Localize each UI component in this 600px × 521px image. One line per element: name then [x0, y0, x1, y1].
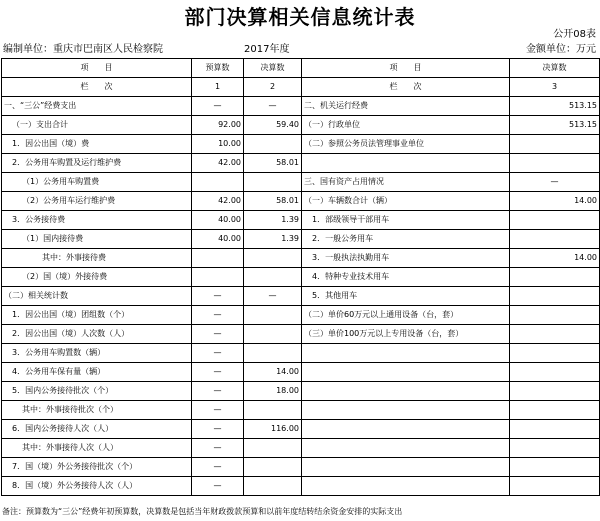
row-final-value-right	[510, 268, 600, 287]
row-item-label: 8．国（境）外公务接待人次（人）	[2, 477, 192, 496]
row-item-label-right: （一）行政单位	[302, 116, 510, 135]
row-final-value-right	[510, 344, 600, 363]
row-final-value	[244, 268, 302, 287]
table-row	[2, 135, 600, 154]
row-final-value-right: 513.15	[510, 97, 600, 116]
row-final-value: 116.00	[244, 420, 302, 439]
row-item-label: 一、“三公”经费支出	[2, 97, 192, 116]
row-final-value-right	[510, 363, 600, 382]
row-final-value: 1.39	[244, 230, 302, 249]
row-final-value: 1.39	[244, 211, 302, 230]
row-budget-value: —	[192, 420, 244, 439]
table-row	[2, 230, 600, 249]
column-sequence-row	[2, 78, 600, 97]
row-final-value-right	[510, 325, 600, 344]
row-budget-value: 40.00	[192, 230, 244, 249]
row-item-label: 4．公务用车保有量（辆）	[2, 363, 192, 382]
row-item-label: 7．国（境）外公务接待批次（个）	[2, 458, 192, 477]
report-meta	[0, 43, 600, 57]
row-budget-value: —	[192, 477, 244, 496]
row-final-value: 58.01	[244, 154, 302, 173]
row-item-label-right: （一）车辆数合计（辆）	[302, 192, 510, 211]
row-item-label: 2．因公出国（境）人次数（人）	[2, 325, 192, 344]
row-item-label: （一）支出合计	[2, 116, 192, 135]
seq-label-right: 栏 次	[302, 78, 510, 97]
seq-col-3: 3	[510, 78, 600, 97]
table-row	[2, 306, 600, 325]
row-final-value	[244, 173, 302, 192]
row-budget-value: 42.00	[192, 154, 244, 173]
seq-label: 栏 次	[2, 78, 192, 97]
row-final-value: 59.40	[244, 116, 302, 135]
seq-col-1: 1	[192, 78, 244, 97]
row-final-value	[244, 344, 302, 363]
row-item-label-right: 4．特种专业技术用车	[302, 268, 510, 287]
row-item-label-right	[302, 154, 510, 173]
row-final-value	[244, 249, 302, 268]
row-budget-value: 92.00	[192, 116, 244, 135]
header-final: 决算数	[244, 59, 302, 78]
table-row	[2, 249, 600, 268]
row-final-value-right	[510, 154, 600, 173]
header-row	[2, 59, 600, 78]
table-row	[2, 268, 600, 287]
table-row	[2, 439, 600, 458]
row-item-label-right	[302, 344, 510, 363]
row-item-label: 2．公务用车购置及运行维护费	[2, 154, 192, 173]
row-budget-value	[192, 173, 244, 192]
table-row	[2, 382, 600, 401]
report-title: 部门决算相关信息统计表	[184, 5, 416, 29]
row-item-label: 5．国内公务接待批次（个）	[2, 382, 192, 401]
fiscal-year: 2017年度	[244, 44, 290, 55]
row-final-value: 14.00	[244, 363, 302, 382]
row-item-label-right	[302, 382, 510, 401]
seq-col-2: 2	[244, 78, 302, 97]
row-final-value-right	[510, 477, 600, 496]
row-budget-value	[192, 268, 244, 287]
row-item-label: （2）公务用车运行维护费	[2, 192, 192, 211]
row-budget-value: —	[192, 363, 244, 382]
row-item-label-right: 1．部级领导干部用车	[302, 211, 510, 230]
row-budget-value: 42.00	[192, 192, 244, 211]
row-final-value-right: 14.00	[510, 249, 600, 268]
row-item-label-right: 2．一般公务用车	[302, 230, 510, 249]
row-final-value	[244, 477, 302, 496]
row-item-label: （2）国（境）外接待费	[2, 268, 192, 287]
row-final-value-right	[510, 439, 600, 458]
row-item-label: 其中：外事接待费	[2, 249, 192, 268]
row-item-label: 3．公务用车购置数（辆）	[2, 344, 192, 363]
table-row	[2, 363, 600, 382]
row-item-label-right	[302, 439, 510, 458]
table-row	[2, 173, 600, 192]
row-budget-value: 40.00	[192, 211, 244, 230]
table-row	[2, 116, 600, 135]
table-row	[2, 97, 600, 116]
form-number: 公开08表	[553, 29, 596, 40]
row-final-value	[244, 325, 302, 344]
table-row	[2, 401, 600, 420]
row-item-label-right: （三）单价100万元以上专用设备（台，套）	[302, 325, 510, 344]
footnote: 备注：预算数为“三公”经费年初预算数，决算数是包括当年财政拨款预算和以前年度结转结余资金安排的实际支出	[2, 507, 403, 516]
row-final-value-right: 513.15	[510, 116, 600, 135]
row-budget-value: —	[192, 306, 244, 325]
row-item-label: （1）公务用车购置费	[2, 173, 192, 192]
row-final-value	[244, 306, 302, 325]
row-budget-value: —	[192, 344, 244, 363]
statistics-table	[1, 58, 600, 496]
table-row	[2, 477, 600, 496]
row-item-label-right	[302, 477, 510, 496]
row-item-label-right: 三、国有资产占用情况	[302, 173, 510, 192]
row-item-label: 其中：外事接待人次（人）	[2, 439, 192, 458]
row-final-value	[244, 458, 302, 477]
row-budget-value: —	[192, 458, 244, 477]
table-row	[2, 458, 600, 477]
row-item-label-right: 5．其他用车	[302, 287, 510, 306]
compiling-unit: 编制单位：重庆市巴南区人民检察院	[3, 44, 163, 55]
row-final-value-right	[510, 306, 600, 325]
row-final-value-right	[510, 458, 600, 477]
row-item-label-right: 3．一般执法执勤用车	[302, 249, 510, 268]
row-final-value-right	[510, 230, 600, 249]
row-final-value: 58.01	[244, 192, 302, 211]
table-row	[2, 287, 600, 306]
table-row	[2, 344, 600, 363]
row-item-label: 1．因公出国（境）费	[2, 135, 192, 154]
row-item-label-right	[302, 401, 510, 420]
row-final-value: —	[244, 97, 302, 116]
row-final-value	[244, 439, 302, 458]
row-item-label: （1）国内接待费	[2, 230, 192, 249]
header-final-right: 决算数	[510, 59, 600, 78]
row-budget-value: —	[192, 287, 244, 306]
row-final-value-right	[510, 135, 600, 154]
row-budget-value: —	[192, 401, 244, 420]
row-item-label-right	[302, 363, 510, 382]
row-final-value-right	[510, 211, 600, 230]
row-item-label-right: （二）单价60万元以上通用设备（台，套）	[302, 306, 510, 325]
row-budget-value: —	[192, 439, 244, 458]
row-final-value-right: 14.00	[510, 192, 600, 211]
row-final-value-right	[510, 287, 600, 306]
row-budget-value: —	[192, 325, 244, 344]
table-row	[2, 211, 600, 230]
row-item-label: 其中：外事接待批次（个）	[2, 401, 192, 420]
table-row	[2, 325, 600, 344]
header-budget: 预算数	[192, 59, 244, 78]
row-budget-value: —	[192, 97, 244, 116]
row-item-label: （二）相关统计数	[2, 287, 192, 306]
row-item-label: 3．公务接待费	[2, 211, 192, 230]
header-item-right: 项 目	[302, 59, 510, 78]
row-item-label-right: 二、机关运行经费	[302, 97, 510, 116]
header-item: 项 目	[2, 59, 192, 78]
row-final-value-right	[510, 401, 600, 420]
row-final-value-right	[510, 420, 600, 439]
table-row	[2, 154, 600, 173]
row-item-label: 1．因公出国（境）团组数（个）	[2, 306, 192, 325]
row-budget-value: —	[192, 382, 244, 401]
table-row	[2, 420, 600, 439]
row-final-value-right: —	[510, 173, 600, 192]
row-final-value: —	[244, 287, 302, 306]
row-budget-value	[192, 249, 244, 268]
row-item-label-right: （二）参照公务员法管理事业单位	[302, 135, 510, 154]
row-item-label-right	[302, 420, 510, 439]
row-item-label-right	[302, 458, 510, 477]
money-unit: 金额单位：万元	[526, 44, 596, 55]
row-final-value: 18.00	[244, 382, 302, 401]
row-budget-value: 10.00	[192, 135, 244, 154]
row-final-value-right	[510, 382, 600, 401]
row-final-value	[244, 135, 302, 154]
table-row	[2, 192, 600, 211]
row-final-value	[244, 401, 302, 420]
row-item-label: 6．国内公务接待人次（人）	[2, 420, 192, 439]
